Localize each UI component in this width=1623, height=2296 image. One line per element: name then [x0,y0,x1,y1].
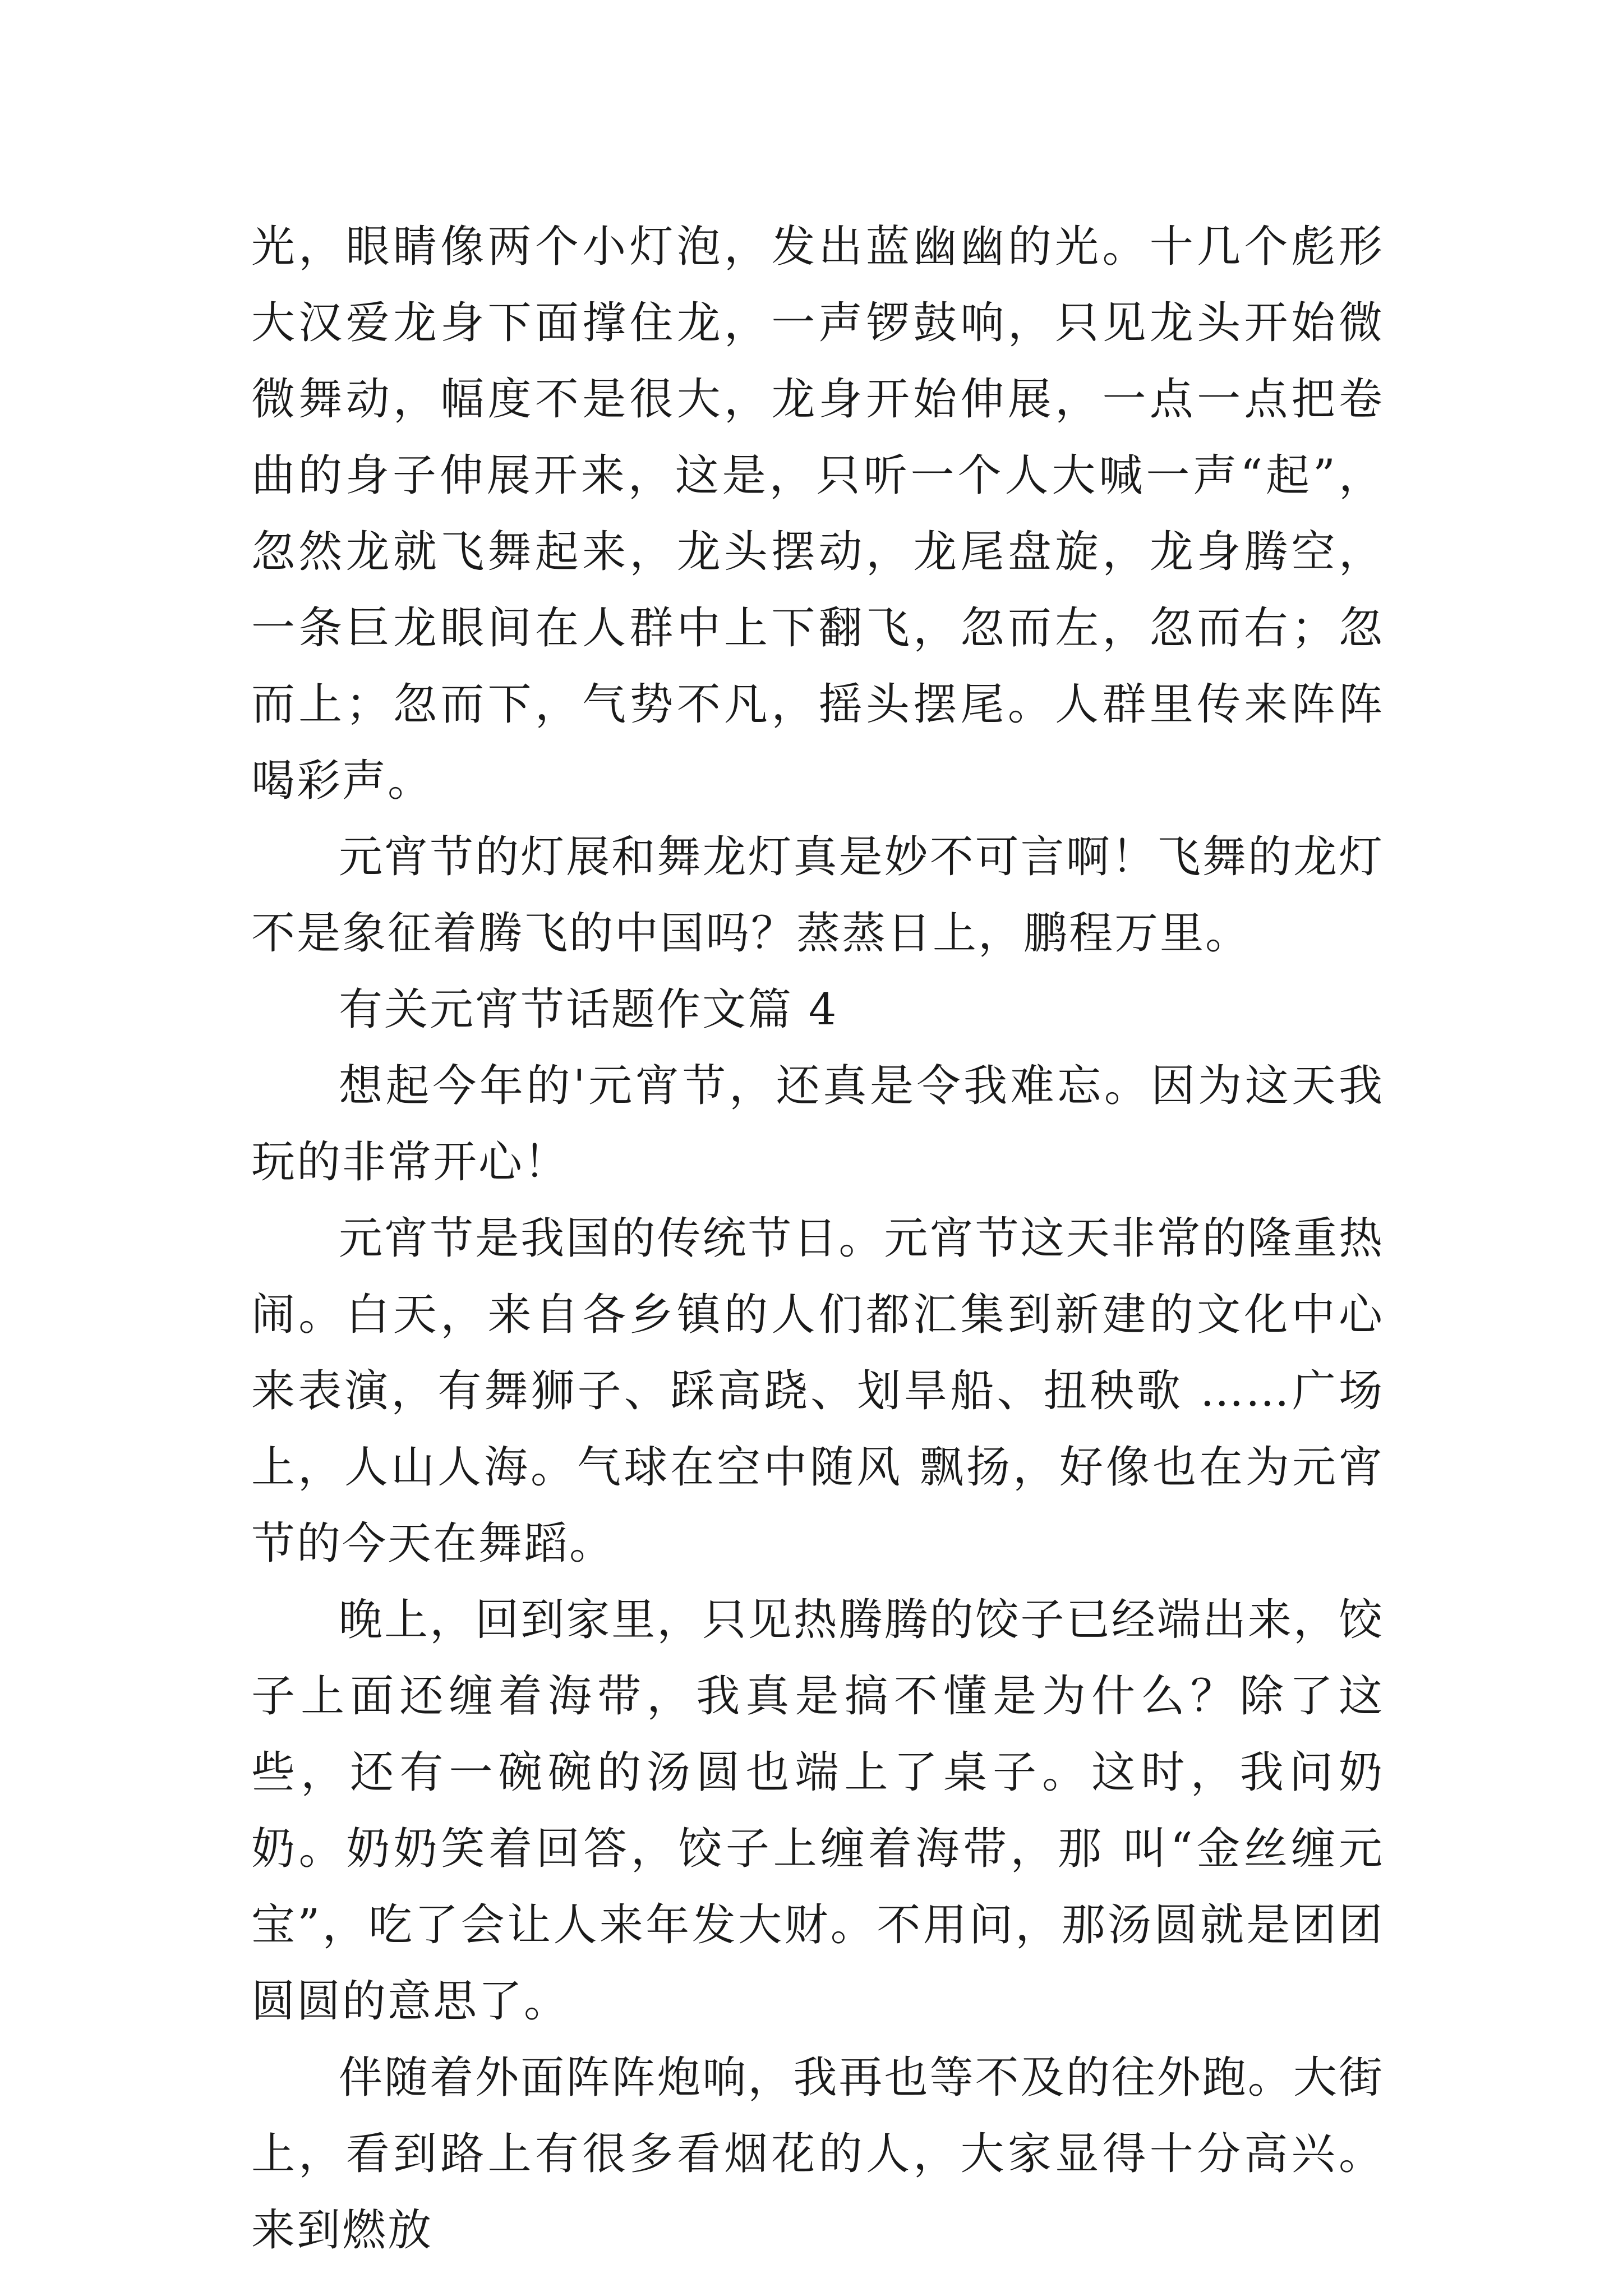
document-body [251,209,1384,2269]
section-heading: 有关元宵节话题作文篇 4 [339,984,838,1035]
paragraph-continuation: 光，眼睛像两个小灯泡，发出蓝幽幽的光。十几个彪形大汉爱龙身下面撑住龙，一声锣鼓响，只见龙头开始微微舞动，幅度不是很大，龙身开始伸展，一点一点把卷曲的身子伸展开来，这是，只听一个人大喊一声“起”，忽然龙就飞舞起来，龙头摆动，龙尾盘旋，龙身腾空，一条巨龙眼间在人群中上下翻飞，忽而左，忽而右；忽而上；忽而下，气势不凡，摇头摆尾。人群里传来阵阵喝彩声。 [251,222,1384,806]
paragraph: 元宵节的灯展和舞龙灯真是妙不可言啊！飞舞的龙灯不是象征着腾飞的中国吗？蒸蒸日上，鹏程万里。 [251,832,1384,959]
paragraph-truncated: 伴随着外面阵阵炮响，我再也等不及的往外跑。大街上，看到路上有很多看烟花的人，大家显得十分高兴。来到燃放 [251,2053,1384,2256]
paragraph: 晚上，回到家里，只见热腾腾的饺子已经端出来，饺子上面还缠着海带，我真是搞不懂是为什么？除了这些，还有一碗碗的汤圆也端上了桌子。这时，我问奶奶。奶奶笑着回答，饺子上缠着海带，那 叫“金丝缠元宝”，吃了会让人来年发大财。不用问，那汤圆就是团团圆圆的意思了。 [251,1595,1384,2027]
paragraph: 元宵节是我国的传统节日。元宵节这天非常的隆重热闹。白天，来自各乡镇的人们都汇集到新建的文化中心来表演，有舞狮子、踩高跷、划旱船、扭秧歌 ……广场上，人山人海。气球在空中随风 飘扬，好像也在为元宵节的今天在舞蹈。 [251,1213,1384,1569]
paragraph: 想起今年的'元宵节，还真是令我难忘。因为这天我玩的非常开心！ [251,1061,1384,1188]
